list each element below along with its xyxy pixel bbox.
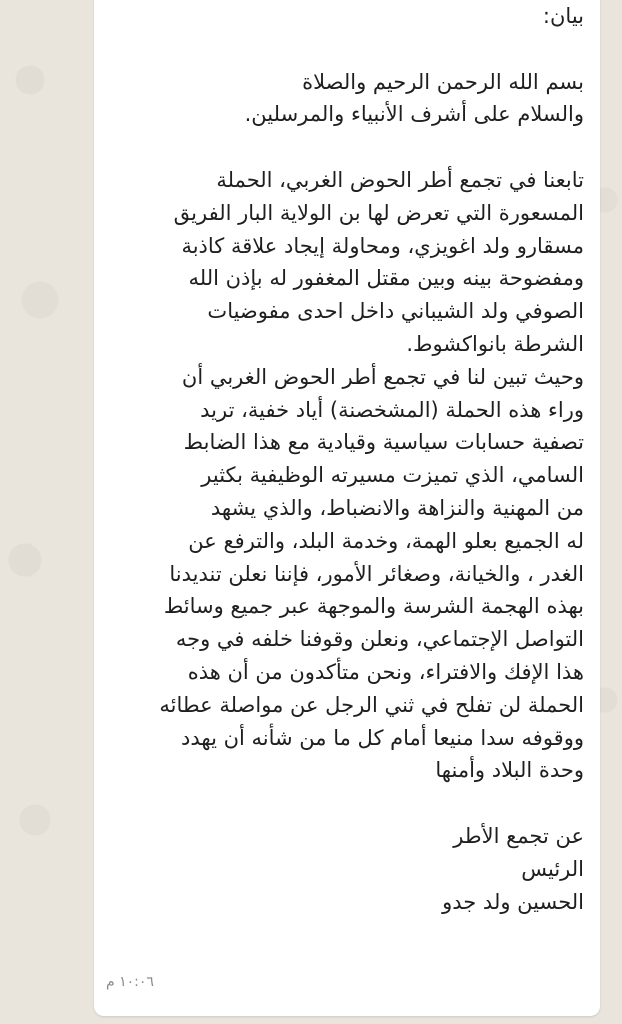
body-line: الشرطة بانواكشوط. bbox=[406, 331, 584, 356]
body-line: الصوفي ولد الشيباني داخل احدى مفوضيات bbox=[207, 299, 584, 324]
blank-line bbox=[104, 33, 584, 66]
body-line: تصفية حسابات سياسية وقيادية مع هذا الضابط bbox=[183, 430, 584, 455]
body-line: وراء هذه الحملة (المشخصنة) أياد خفية، تريد bbox=[200, 397, 584, 422]
body-line: وحدة البلاد وأمنها bbox=[435, 758, 584, 783]
message-bubble[interactable] bbox=[94, 0, 600, 1016]
intro-line: بسم الله الرحمن الرحيم والصلاة bbox=[302, 69, 584, 94]
message-timestamp: ١٠:٠٦ م bbox=[106, 974, 154, 990]
body-line: المسعورة التي تعرض لها بن الولاية البار الفريق bbox=[173, 200, 584, 225]
message-heading: بيان: bbox=[542, 4, 584, 28]
body-line: التواصل الإجتماعي، ونعلن وقوفنا خلفه في وجه bbox=[175, 627, 584, 652]
body-line: السامي، الذي تميزت مسيرته الوظيفية بكثير bbox=[201, 463, 584, 488]
body-line: ومفضوحة بينه وبين مقتل المغفور له بإذن الله bbox=[188, 266, 584, 291]
body-line: ووقوفه سدا منيعا أمام كل ما من شأنه أن يهدد bbox=[181, 725, 584, 750]
body-line: له الجميع بعلو الهمة، وخدمة البلد، والترفع عن bbox=[188, 528, 584, 553]
body-line: مسقارو ولد اغويزي، ومحاولة إيجاد علاقة كاذبة bbox=[181, 233, 584, 258]
body-line: الغدر ، والخيانة، وصغائر الأمور، فإننا نعلن تنديدنا bbox=[169, 561, 584, 586]
body-line: وحيث تبين لنا في تجمع أطر الحوض الغربي أن bbox=[181, 364, 584, 389]
body-line: من المهنية والنزاهة والانضباط، والذي يشهد bbox=[210, 495, 584, 520]
blank-line bbox=[104, 131, 584, 164]
blank-line bbox=[104, 787, 584, 820]
body-line: الحملة لن تفلح في ثني الرجل عن مواصلة عطائه bbox=[159, 692, 584, 717]
signature-line: الحسين ولد جدو bbox=[442, 889, 584, 914]
signature-line: عن تجمع الأطر bbox=[453, 823, 584, 848]
message-text bbox=[104, 0, 584, 918]
body-line: بهذه الهجمة الشرسة والموجهة عبر جميع وسائط bbox=[163, 594, 584, 619]
intro-line: والسلام على أشرف الأنبياء والمرسلين. bbox=[244, 102, 584, 127]
signature-line: الرئيس bbox=[521, 856, 584, 881]
body-line: تابعنا في تجمع أطر الحوض الغربي، الحملة bbox=[216, 167, 584, 192]
body-line: هذا الإفك والافتراء، ونحن متأكدون من أن هذه bbox=[187, 659, 584, 684]
